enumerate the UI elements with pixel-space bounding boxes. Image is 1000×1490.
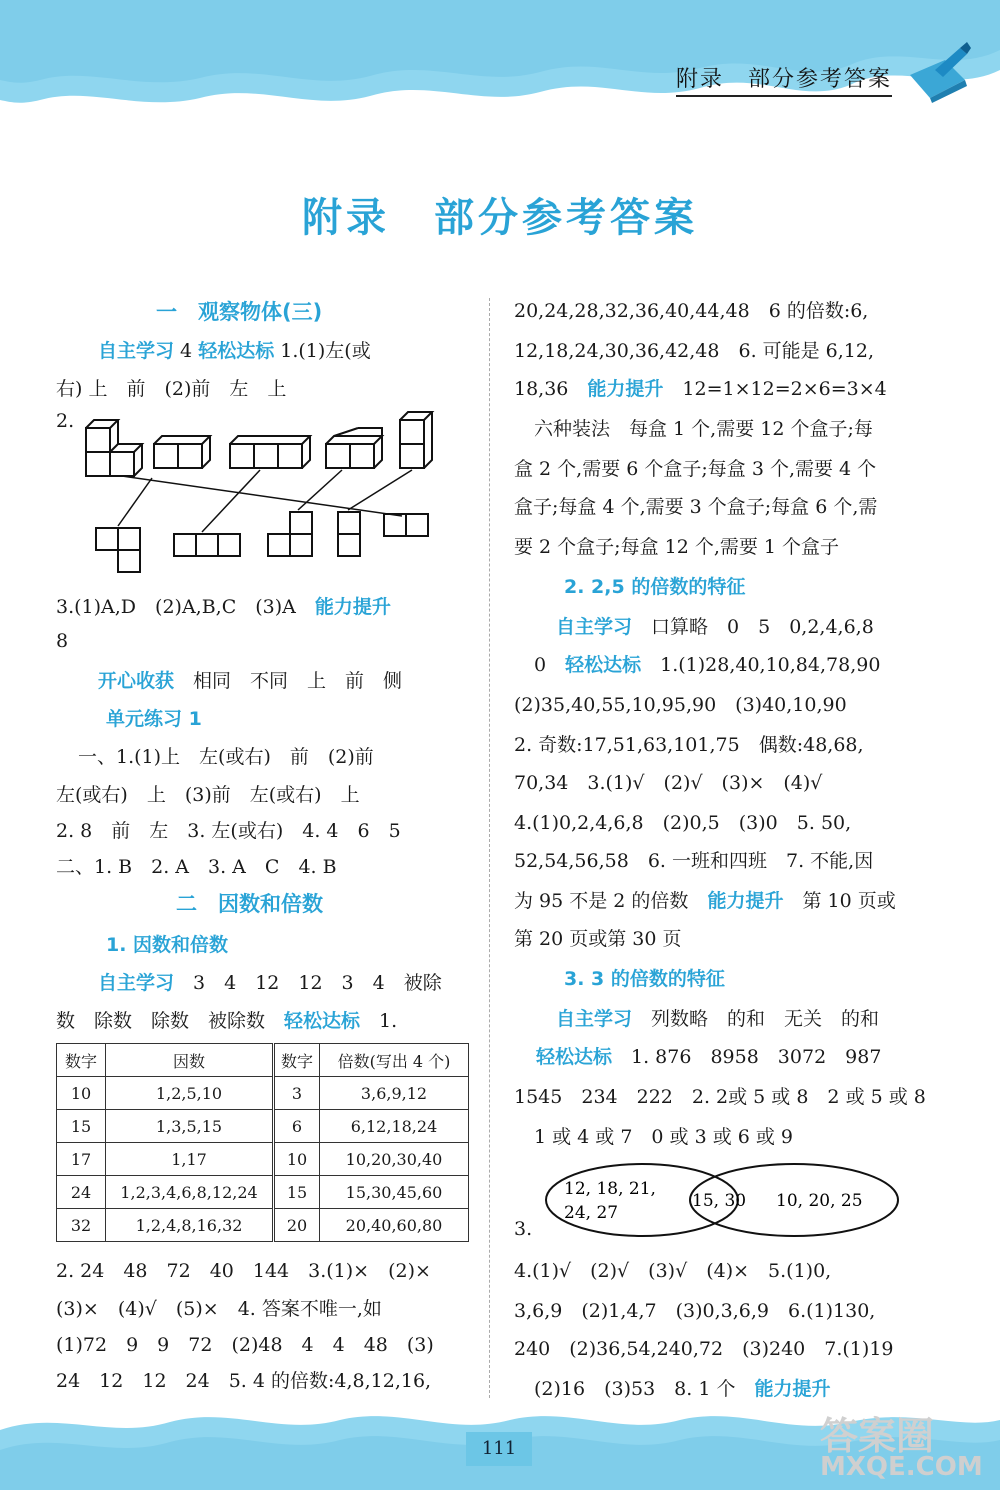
text: 相同 不同 上 前 侧 xyxy=(174,670,403,692)
table-cell: 10 xyxy=(274,1143,320,1176)
venn-diagram xyxy=(544,1162,904,1242)
subsection-heading: 3. 3 的倍数的特征 xyxy=(564,968,725,990)
text-line: 1 或 4 或 7 0 或 3 或 6 或 9 xyxy=(534,1126,794,1148)
section-heading: 二 因数和倍数 xyxy=(176,892,323,916)
text-line xyxy=(98,666,402,693)
text: 4 xyxy=(174,340,199,362)
label-tag: 轻松达标 xyxy=(198,340,275,362)
subsection-heading: 1. 因数和倍数 xyxy=(106,934,229,956)
top-wave-band xyxy=(0,0,1000,120)
text: 1. xyxy=(360,1010,398,1032)
table-header: 数字 xyxy=(57,1044,106,1077)
text: (2)16 (3)53 8. 1 个 xyxy=(534,1378,755,1400)
text-line: 24 12 12 24 5. 4 的倍数:4,8,12,16, xyxy=(56,1370,432,1392)
text-line: (1)72 9 9 72 (2)48 4 4 48 (3) xyxy=(56,1334,434,1356)
table-row xyxy=(57,1077,469,1110)
text-line xyxy=(534,650,880,677)
table-cell: 10 xyxy=(57,1077,106,1110)
page-title: 附录 部分参考答案 xyxy=(302,195,698,241)
text: 18,36 xyxy=(514,378,588,400)
venn-left-text-2: 24, 27 xyxy=(564,1203,619,1223)
table-cell: 15 xyxy=(274,1176,320,1209)
text-line: 8 xyxy=(56,630,69,652)
table-cell: 1,2,5,10 xyxy=(106,1077,274,1110)
text-line: 12,18,24,30,36,42,48 6. 可能是 6,12, xyxy=(514,340,875,362)
table-cell: 6,12,18,24 xyxy=(320,1110,469,1143)
text: 3.(1)A,D (2)A,B,C (3)A xyxy=(56,596,315,618)
text-line: 52,54,56,58 6. 一班和四班 7. 不能,因 xyxy=(514,850,874,872)
text-line: 3. xyxy=(514,1218,533,1240)
text-line: 4.(1)√ (2)√ (3)√ (4)× 5.(1)0, xyxy=(514,1260,832,1282)
text-line: 要 2 个盒子;每盒 12 个,需要 1 个盒子 xyxy=(514,536,840,558)
text-line: 二、1. B 2. A 3. A C 4. B xyxy=(56,856,337,878)
text-line xyxy=(56,1006,397,1033)
text: 为 95 不是 2 的倍数 xyxy=(514,890,708,912)
text-line xyxy=(514,886,896,913)
table-cell: 3 xyxy=(274,1077,320,1110)
label-tag: 开心收获 xyxy=(98,670,175,692)
text: 3 4 12 12 3 4 被除 xyxy=(174,972,442,994)
text-line: 六种装法 每盒 1 个,需要 12 个盒子;每 xyxy=(534,418,873,440)
text-line xyxy=(556,1004,879,1031)
label-tag: 轻松达标 xyxy=(536,1046,613,1068)
table-cell: 20,40,60,80 xyxy=(320,1209,469,1242)
text: 1.(1)左(或 xyxy=(274,340,371,362)
factor-multiple-table xyxy=(56,1043,469,1242)
label-tag: 能力提升 xyxy=(587,378,664,400)
label-tag: 自主学习 xyxy=(556,1008,633,1030)
table-row xyxy=(57,1110,469,1143)
table-cell: 24 xyxy=(57,1176,106,1209)
label-tag: 轻松达标 xyxy=(565,654,642,676)
text-line: 2. xyxy=(56,410,75,432)
text-line: 盒 2 个,需要 6 个盒子;每盒 3 个,需要 4 个 xyxy=(514,458,877,480)
section-heading: 一 观察物体(三) xyxy=(156,300,323,324)
text-line xyxy=(56,592,391,619)
table-cell: 15,30,45,60 xyxy=(320,1176,469,1209)
text: 数 除数 除数 被除数 xyxy=(56,1010,285,1032)
text-line: 2. 8 前 左 3. 左(或右) 4. 4 6 5 xyxy=(56,820,401,842)
text-line: 2. 24 48 72 40 144 3.(1)× (2)× xyxy=(56,1260,431,1282)
text-line xyxy=(536,1042,881,1069)
table-header: 数字 xyxy=(274,1044,320,1077)
label-tag: 轻松达标 xyxy=(284,1010,361,1032)
table-cell: 17 xyxy=(57,1143,106,1176)
table-header: 因数 xyxy=(106,1044,274,1077)
watermark-url: MXQE.COM xyxy=(820,1452,983,1482)
text-line xyxy=(98,336,371,363)
text-line: 4.(1)0,2,4,6,8 (2)0,5 (3)0 5. 50, xyxy=(514,812,852,834)
table-cell: 1,2,3,4,6,8,12,24 xyxy=(106,1176,274,1209)
venn-right-text: 10, 20, 25 xyxy=(776,1191,863,1211)
label-tag: 能力提升 xyxy=(754,1378,831,1400)
subsection-heading: 2. 2,5 的倍数的特征 xyxy=(564,576,746,598)
text-line: (2)35,40,55,10,95,90 (3)40,10,90 xyxy=(514,694,847,716)
text-line xyxy=(98,968,442,995)
text-line: 右) 上 前 (2)前 左 上 xyxy=(56,378,287,400)
label-tag: 自主学习 xyxy=(98,340,175,362)
table-cell: 10,20,30,40 xyxy=(320,1143,469,1176)
text-line: 一、1.(1)上 左(或右) 前 (2)前 xyxy=(78,746,374,768)
text-line: 240 (2)36,54,240,72 (3)240 7.(1)19 xyxy=(514,1338,894,1360)
text: 0 xyxy=(534,654,566,676)
text: 口算略 0 5 0,2,4,6,8 xyxy=(632,616,874,638)
text-line xyxy=(556,612,874,639)
text-line: 2. 奇数:17,51,63,101,75 偶数:48,68, xyxy=(514,734,864,756)
text-line: (3)× (4)√ (5)× 4. 答案不唯一,如 xyxy=(56,1298,382,1320)
page-number: 111 xyxy=(466,1432,532,1466)
table-cell: 1,3,5,15 xyxy=(106,1110,274,1143)
label-tag: 自主学习 xyxy=(98,972,175,994)
venn-left-text: 12, 18, 21, xyxy=(564,1179,656,1199)
subsection-heading: 单元练习 1 xyxy=(106,708,202,730)
label-tag: 自主学习 xyxy=(556,616,633,638)
text: 列数略 的和 无关 的和 xyxy=(632,1008,880,1030)
table-cell: 32 xyxy=(57,1209,106,1242)
text-line xyxy=(514,374,887,401)
text-line: 20,24,28,32,36,40,44,48 6 的倍数:6, xyxy=(514,300,869,322)
table-cell: 3,6,9,12 xyxy=(320,1077,469,1110)
venn-mid-text: 15, 30 xyxy=(692,1191,747,1211)
text-line: 左(或右) 上 (3)前 左(或右) 上 xyxy=(56,784,360,806)
table-cell: 6 xyxy=(274,1110,320,1143)
cube-matching-figure xyxy=(82,408,442,578)
text-line: 第 20 页或第 30 页 xyxy=(514,928,682,950)
text-line xyxy=(534,1374,831,1401)
text: 12=1×12=2×6=3×4 xyxy=(663,378,887,400)
table-row xyxy=(57,1209,469,1242)
column-divider xyxy=(489,298,490,1398)
table-header-row xyxy=(57,1044,469,1077)
table-cell: 1,2,4,8,16,32 xyxy=(106,1209,274,1242)
pencil-book-icon xyxy=(905,40,975,105)
text-line: 1545 234 222 2. 2或 5 或 8 2 或 5 或 8 xyxy=(514,1086,926,1108)
text: 1.(1)28,40,10,84,78,90 xyxy=(641,654,881,676)
label-tag: 能力提升 xyxy=(314,596,391,618)
table-row xyxy=(57,1143,469,1176)
text-line: 70,34 3.(1)√ (2)√ (3)× (4)√ xyxy=(514,772,823,794)
table-cell: 1,17 xyxy=(106,1143,274,1176)
table-row xyxy=(57,1176,469,1209)
text-line: 盒子;每盒 4 个,需要 3 个盒子;每盒 6 个,需 xyxy=(514,496,878,518)
text: 第 10 页或 xyxy=(783,890,896,912)
text: 1. 876 8958 3072 987 xyxy=(612,1046,882,1068)
table-header: 倍数(写出 4 个) xyxy=(320,1044,469,1077)
label-tag: 能力提升 xyxy=(707,890,784,912)
text-line: 3,6,9 (2)1,4,7 (3)0,3,6,9 6.(1)130, xyxy=(514,1300,876,1322)
table-cell: 15 xyxy=(57,1110,106,1143)
running-header: 附录 部分参考答案 xyxy=(676,62,892,97)
watermark-logo: 答案圈 xyxy=(820,1414,935,1458)
table-cell: 20 xyxy=(274,1209,320,1242)
